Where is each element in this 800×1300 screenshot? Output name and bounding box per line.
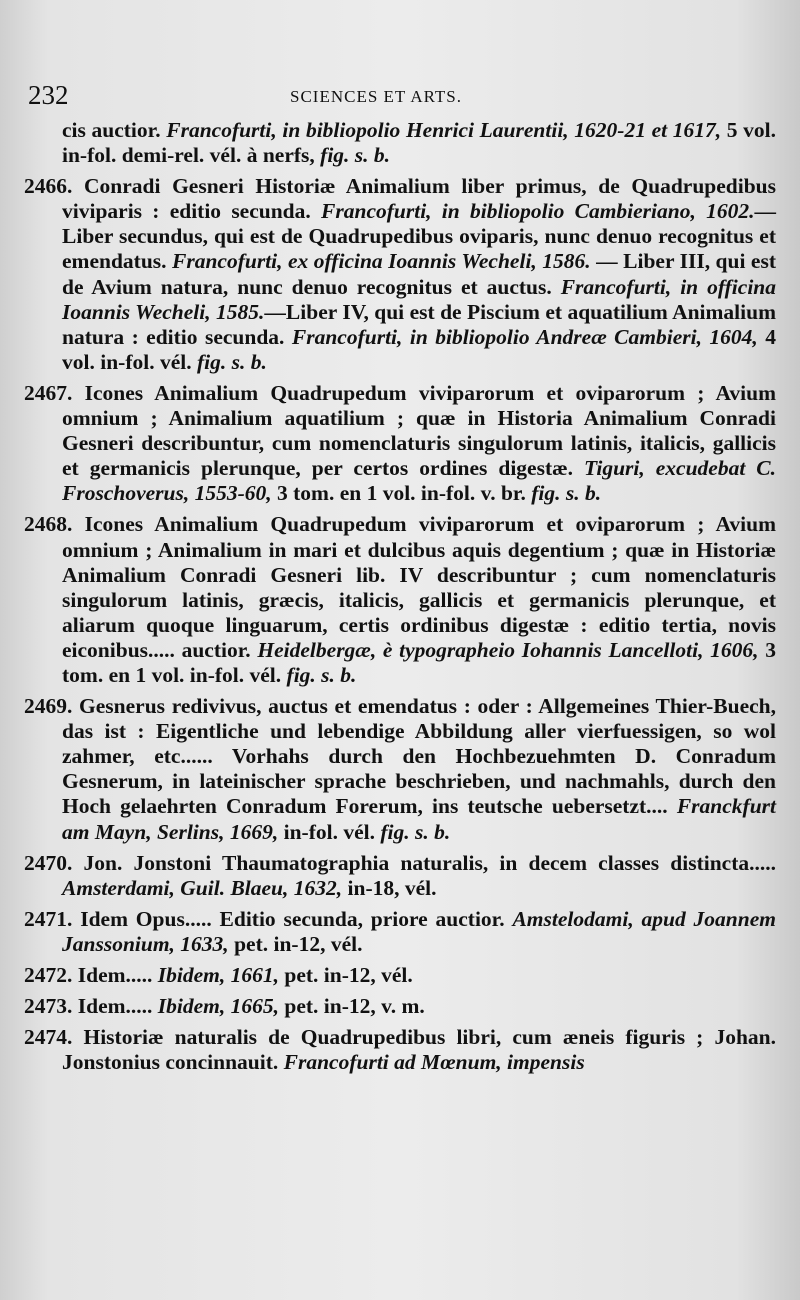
catalog-entry bbox=[24, 963, 776, 988]
entry-number: 2468. bbox=[24, 512, 73, 537]
entry-text: 3 tom. en 1 vol. in-fol. vél. bbox=[62, 637, 776, 687]
entry-imprint-text: fig. s. b. bbox=[380, 819, 451, 844]
entry-text: Gesnerus redivivus, auctus et emendatus : oder : Allgemeines Thier-Buech, das ist : Eigentliche und lebendige Abbildung aller vierfuessigen, so wol zahmer, etc...... Vorhahs durch den Hochbezuehmten D. Conradum Gesnerum, in lateinischer sprache beschrieben, und nachmahls, durch den Hoch gelaehrten Conradum Forerum, ins teutsche uebersetzt.... bbox=[62, 694, 776, 819]
entry-imprint-text: Francofurti, ex officina Ioannis Wecheli, 1586. bbox=[172, 249, 591, 274]
entry-imprint-text: Ibidem, 1661, bbox=[157, 963, 280, 987]
catalog-entries bbox=[24, 118, 777, 1081]
entry-imprint-text: Ibidem, 1665, bbox=[157, 994, 280, 1019]
entry-number: 2470. bbox=[24, 850, 73, 875]
entry-imprint-text: Francofurti, in bibliopolio Henrici Laurentii, 1620-21 et 1617, bbox=[166, 118, 722, 142]
entry-text: —Liber secundus, qui est de Quadrupedibus oviparis, nunc denuo recognitus et emendatus. bbox=[62, 199, 776, 274]
entry-text: Historiæ naturalis de Quadrupedibus libri, cum æneis figuris ; Johan. Jonstonius concinnauit. bbox=[62, 1025, 776, 1075]
catalog-entry bbox=[24, 512, 776, 688]
entry-text: pet. in-12, vél. bbox=[228, 931, 363, 956]
entry-imprint-text: Francofurti, in officina Ioannis Wecheli, 1585. bbox=[62, 274, 776, 324]
entry-imprint-text: Francofurti, in bibliopolio Cambieriano, 1602. bbox=[321, 199, 755, 224]
entry-text: 5 vol. in-fol. demi-rel. vél. à nerfs, bbox=[62, 118, 776, 168]
entry-number: 2466. bbox=[24, 174, 73, 199]
entry-imprint-text: Amstelodami, apud Joannem Janssonium, 1633, bbox=[62, 906, 776, 956]
running-head: SCIENCES ET ARTS. bbox=[290, 87, 463, 106]
entry-imprint-text: Francofurti, in bibliopolio Andreæ Cambieri, 1604, bbox=[291, 324, 758, 349]
catalog-entry bbox=[24, 694, 776, 845]
entry-text: in-fol. vél. bbox=[278, 819, 381, 844]
entry-text: Idem..... bbox=[72, 963, 158, 987]
catalog-entry bbox=[24, 906, 776, 957]
page-number: 232 bbox=[28, 80, 69, 110]
entry-text: cis auctior. bbox=[62, 118, 167, 142]
entry-imprint-text: Franckfurt am Mayn, Serlins, 1669, bbox=[62, 794, 776, 844]
catalog-entry bbox=[56, 118, 776, 168]
entry-number: 2471. bbox=[24, 906, 73, 931]
entry-number: 2467. bbox=[24, 380, 73, 405]
entry-text: Conradi Gesneri Historiæ Animalium liber primus, de Quadrupedibus viviparis : editio secunda. bbox=[62, 174, 776, 224]
entry-text: Icones Animalium Quadrupedum viviparorum et oviparorum ; Avium omnium ; Animalium in mari et dulcibus aquis degentium ; quæ in Historiæ Animalium Conradi Gesneri lib. IV describuntur ; cum nomenclaturis singulorum latinis, græcis, italicis, gallicis et germanicis plerunque, et aliarum quoque linguarum, certis ordinibus digestæ : editio tertia, novis eiconibus..... auctior. bbox=[62, 512, 776, 662]
entry-imprint-text: fig. s. b. bbox=[286, 662, 357, 687]
catalog-entry bbox=[24, 174, 777, 375]
entry-number: 2469. bbox=[24, 694, 73, 719]
entry-text: Icones Animalium Quadrupedum viviparorum et oviparorum ; Avium omnium ; Animalium aquatilium ; quæ in Historia Animalium Conradi Gesneri describuntur, cum nomenclaturis singulorum latinis, italicis, gallicis et germanicis plerunque, per certos ordines digestæ. bbox=[62, 380, 776, 481]
entry-imprint-text: Heidelbergæ, è typographeio Iohannis Lancelloti, 1606, bbox=[257, 637, 759, 662]
entry-number: 2474. bbox=[24, 1025, 73, 1050]
catalog-entry bbox=[24, 1025, 776, 1075]
entry-imprint-text: Amsterdami, Guil. Blaeu, 1632, bbox=[62, 875, 343, 900]
entry-text: — Liber III, qui est de Avium natura, nunc denuo recognitus et auctus. bbox=[62, 249, 776, 299]
catalog-entry bbox=[24, 380, 777, 506]
entry-imprint-text: Tiguri, excudebat C. Froschoverus, 1553-60, bbox=[62, 456, 777, 506]
entry-number: 2472. bbox=[24, 963, 73, 987]
entry-number: 2473. bbox=[24, 994, 73, 1019]
catalog-entry bbox=[24, 994, 776, 1019]
entry-text: pet. in-12, v. m. bbox=[279, 994, 425, 1019]
entry-imprint-text: Francofurti ad Mœnum, impensis bbox=[283, 1050, 585, 1075]
entry-imprint-text: fig. s. b. bbox=[531, 481, 602, 506]
entry-imprint-text: fig. s. b. bbox=[196, 349, 267, 374]
entry-text: in-18, vél. bbox=[342, 875, 437, 900]
entry-text: —Liber IV, qui est de Piscium et aquatilium Animalium natura : editio secunda. bbox=[62, 299, 776, 349]
entry-imprint-text: fig. s. b. bbox=[320, 143, 391, 168]
page-header bbox=[0, 78, 800, 114]
entry-text: Idem..... bbox=[72, 994, 158, 1019]
entry-text: pet. in-12, vél. bbox=[279, 963, 413, 987]
catalog-entry bbox=[24, 850, 776, 901]
entry-text: Idem Opus..... Editio secunda, priore auctior. bbox=[72, 906, 513, 931]
entry-text: Jon. Jonstoni Thaumatographia naturalis, in decem classes distincta..... bbox=[72, 850, 776, 875]
entry-text: 3 tom. en 1 vol. in-fol. v. br. bbox=[271, 481, 532, 506]
entry-text: 4 vol. in-fol. vél. bbox=[62, 324, 777, 374]
